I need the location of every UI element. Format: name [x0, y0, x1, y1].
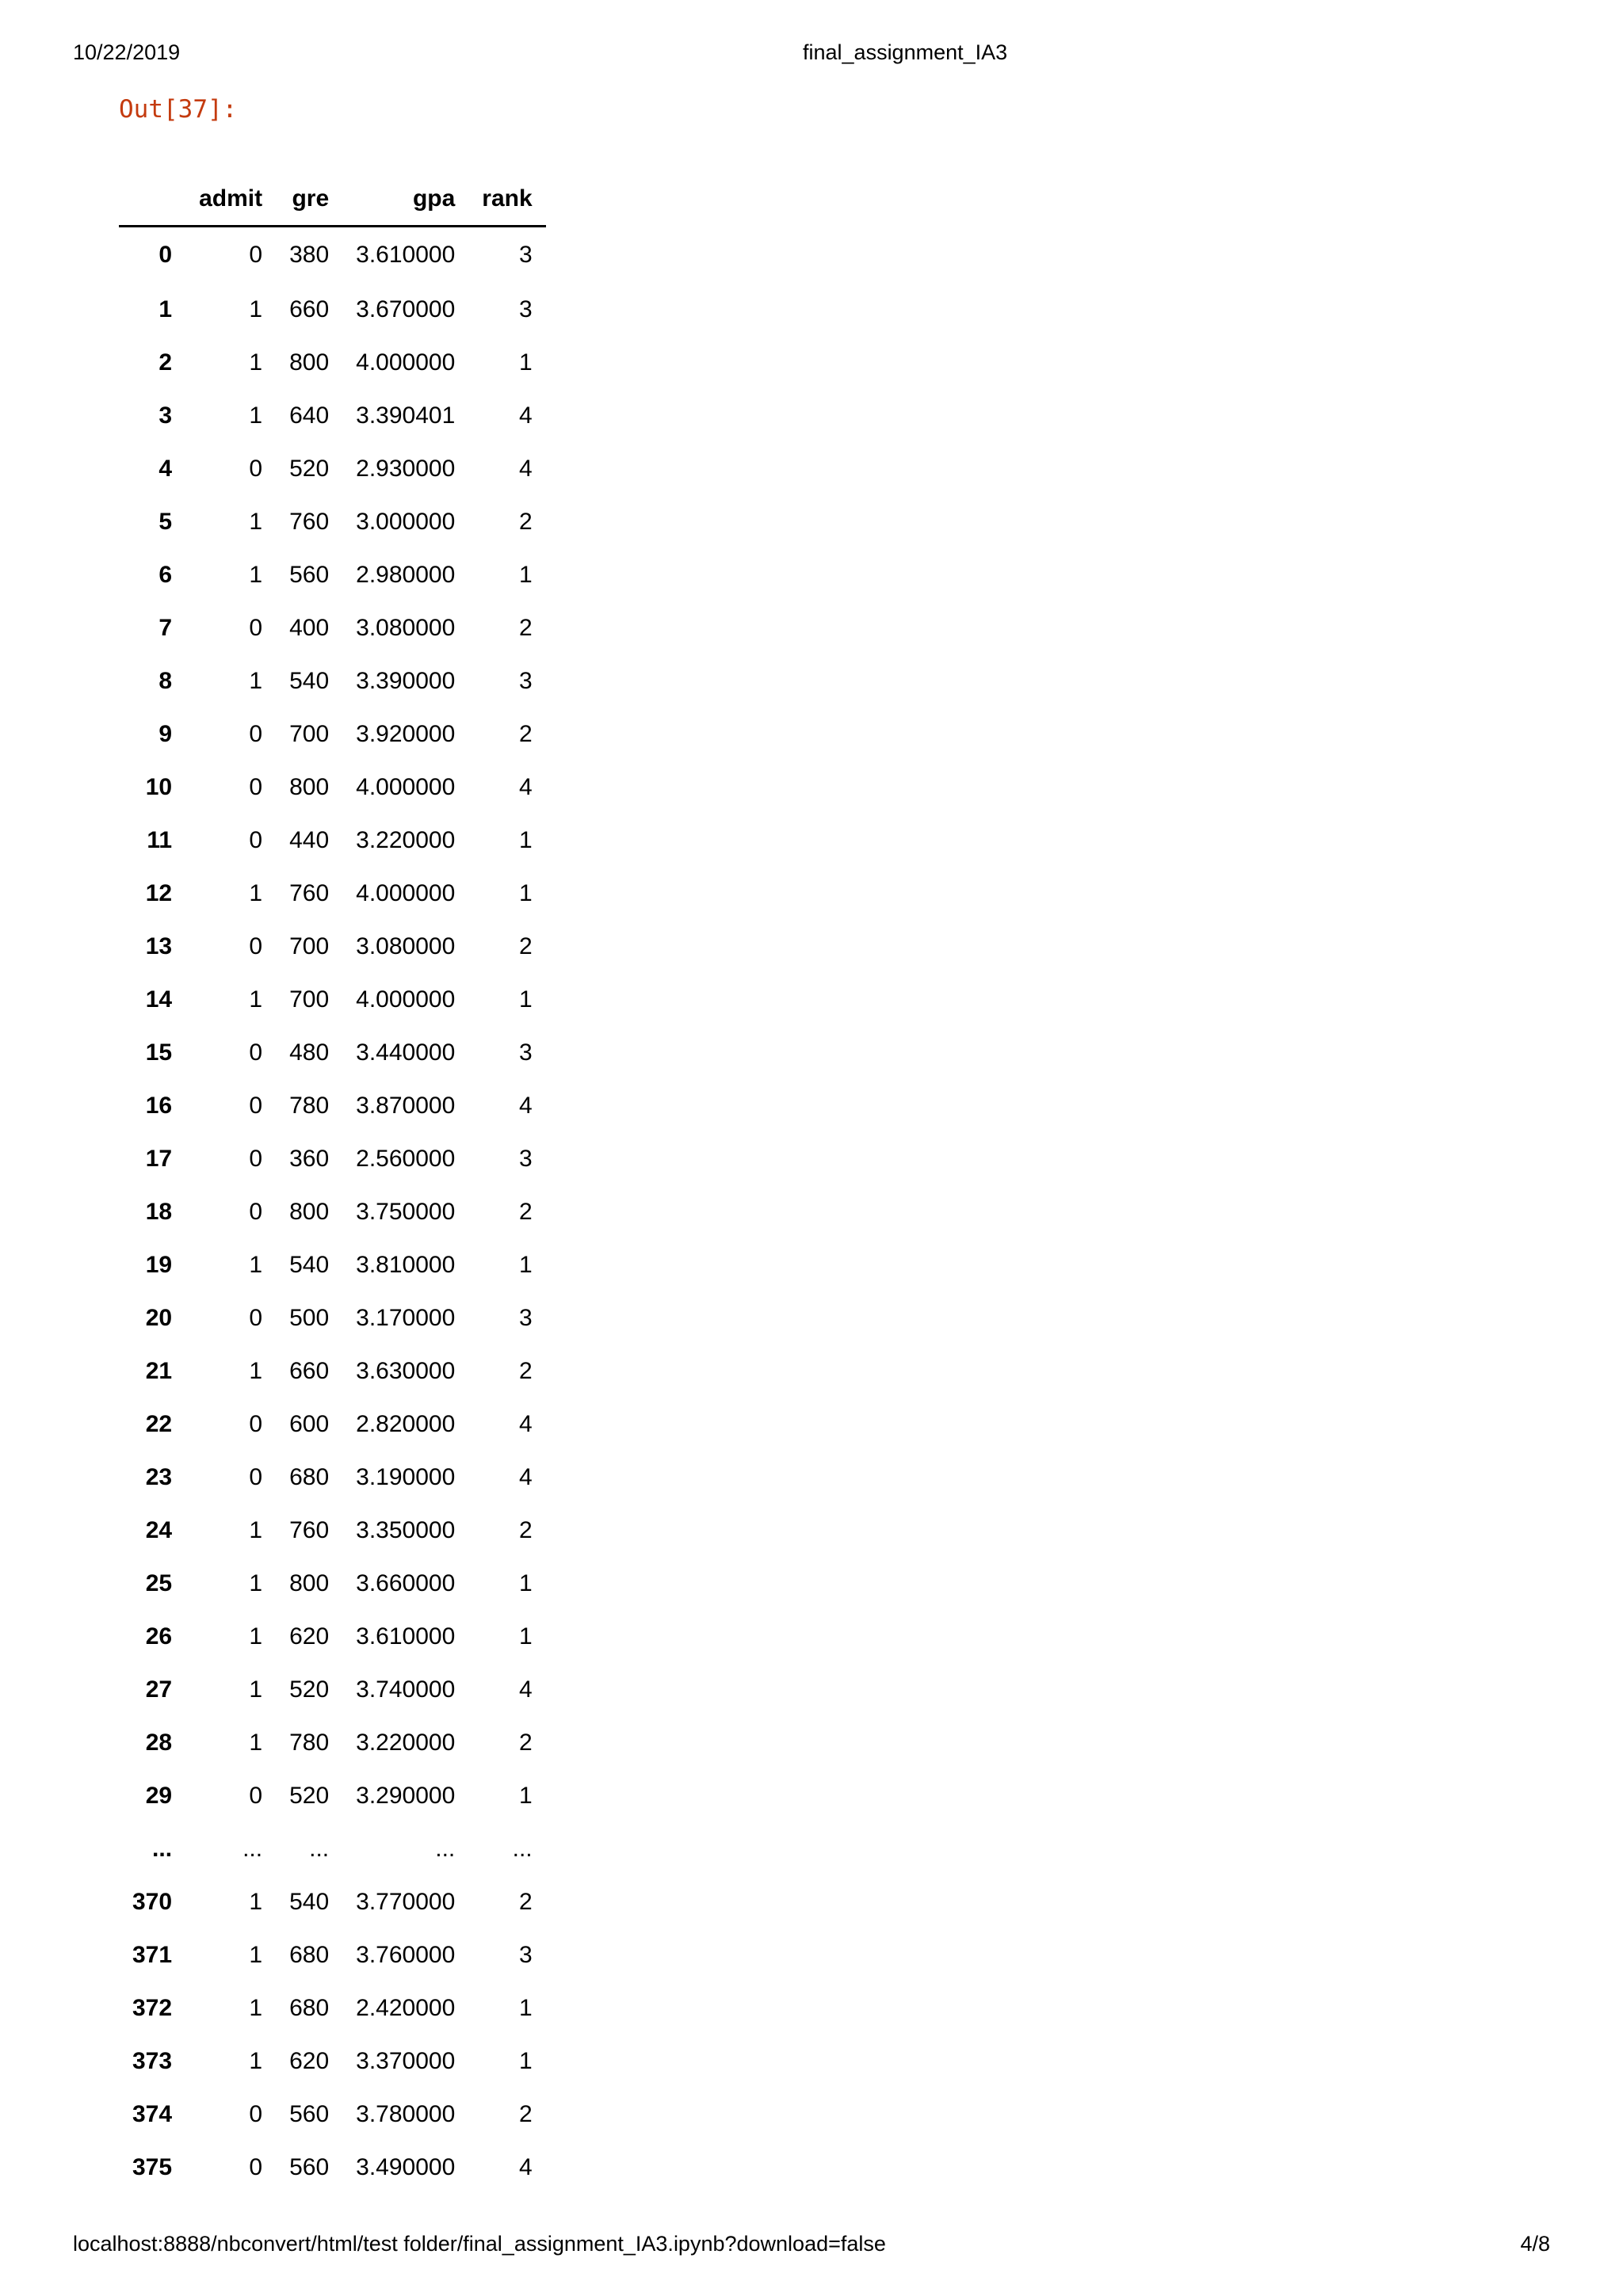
table-row	[119, 1238, 546, 1291]
column-header-gpa: gpa	[342, 173, 468, 227]
table-row	[119, 1557, 546, 1610]
table-row	[119, 1079, 546, 1132]
table-cell: 1	[518, 562, 533, 588]
table-cell: 0	[249, 1411, 263, 1437]
table-cell: 3.220000	[356, 1730, 456, 1756]
table-cell: 4	[518, 1411, 533, 1437]
row-index: 373	[132, 2048, 173, 2074]
table-cell: ...	[242, 1836, 263, 1862]
table-cell: 680	[289, 1995, 330, 2021]
table-cell: 3.390401	[356, 402, 456, 429]
table-cell: 2	[518, 1358, 533, 1384]
table-row	[119, 1291, 546, 1344]
table-cell: 480	[289, 1039, 330, 1066]
table-cell: 1	[249, 1358, 263, 1384]
table-cell: 1	[249, 402, 263, 429]
row-index: 3	[158, 402, 173, 429]
table-cell: 780	[289, 1093, 330, 1119]
table-row	[119, 1610, 546, 1663]
table-cell: 3.670000	[356, 296, 456, 322]
table-row	[119, 1769, 546, 1822]
table-cell: 640	[289, 402, 330, 429]
table-cell: 3.000000	[356, 509, 456, 535]
table-cell: 700	[289, 721, 330, 747]
table-cell: 4	[518, 402, 533, 429]
table-cell: 800	[289, 1570, 330, 1596]
row-index: 2	[158, 349, 173, 376]
table-cell: 760	[289, 880, 330, 906]
table-row	[119, 1875, 546, 1928]
row-index: 23	[145, 1464, 173, 1490]
table-cell: 2	[518, 1517, 533, 1543]
row-index: 25	[145, 1570, 173, 1596]
table-cell: 380	[289, 242, 330, 268]
row-index: 6	[158, 562, 173, 588]
page-url: localhost:8888/nbconvert/html/test folder/final_assignment_IA3.ipynb?download=false	[73, 2232, 886, 2256]
table-cell: 3.760000	[356, 1942, 456, 1968]
table-cell: 3.610000	[356, 242, 456, 268]
table-row	[119, 336, 546, 389]
table-cell: 1	[249, 1942, 263, 1968]
table-cell: 1	[518, 1623, 533, 1650]
table-row	[119, 1026, 546, 1079]
table-row	[119, 1132, 546, 1185]
table-cell: 4.000000	[356, 986, 456, 1013]
row-index: 12	[145, 880, 173, 906]
table-row	[119, 761, 546, 814]
table-cell: 4	[518, 2154, 533, 2180]
table-cell: 800	[289, 774, 330, 800]
row-index: 374	[132, 2101, 173, 2127]
table-cell: 3.190000	[356, 1464, 456, 1490]
table-cell: 4	[518, 456, 533, 482]
table-cell: 600	[289, 1411, 330, 1437]
table-row	[119, 867, 546, 920]
table-cell: 1	[518, 880, 533, 906]
table-cell: 1	[249, 1676, 263, 1703]
table-cell: 1	[249, 296, 263, 322]
table-cell: 3.810000	[356, 1252, 456, 1278]
table-cell: 4.000000	[356, 880, 456, 906]
table-cell: 0	[249, 1146, 263, 1172]
table-row	[119, 283, 546, 336]
table-cell: 700	[289, 986, 330, 1013]
table-cell: 540	[289, 1252, 330, 1278]
table-cell: 2	[518, 721, 533, 747]
table-cell: 400	[289, 615, 330, 641]
table-cell: 800	[289, 349, 330, 376]
table-cell: 3.370000	[356, 2048, 456, 2074]
table-cell: 3	[518, 1305, 533, 1331]
table-cell: 2	[518, 1199, 533, 1225]
row-index: 370	[132, 1889, 173, 1915]
row-index: 1	[158, 296, 173, 322]
row-index: 8	[158, 668, 173, 694]
table-row	[119, 654, 546, 707]
row-index: 16	[145, 1093, 173, 1119]
row-index: 29	[145, 1783, 173, 1809]
column-header-rank: rank	[468, 173, 545, 227]
table-row	[119, 2141, 546, 2194]
table-cell: 1	[518, 827, 533, 853]
table-cell: 3.750000	[356, 1199, 456, 1225]
row-index: 7	[158, 615, 173, 641]
table-cell: 3.490000	[356, 2154, 456, 2180]
table-row	[119, 495, 546, 548]
row-index: 13	[145, 933, 173, 959]
table-cell: 0	[249, 933, 263, 959]
table-cell: 780	[289, 1730, 330, 1756]
row-index: 26	[145, 1623, 173, 1650]
table-cell: 1	[249, 1517, 263, 1543]
table-cell: 4	[518, 1676, 533, 1703]
table-cell: 1	[249, 668, 263, 694]
row-index: 9	[158, 721, 173, 747]
table-cell: 0	[249, 1464, 263, 1490]
table-cell: 4.000000	[356, 774, 456, 800]
column-header-admit: admit	[185, 173, 276, 227]
table-cell: 3.170000	[356, 1305, 456, 1331]
table-cell: 3	[518, 1146, 533, 1172]
table-row	[119, 920, 546, 973]
table-cell: 3	[518, 242, 533, 268]
table-cell: 540	[289, 668, 330, 694]
table-row	[119, 973, 546, 1026]
table-cell: 520	[289, 1783, 330, 1809]
table-cell: 2.560000	[356, 1146, 456, 1172]
table-cell: 660	[289, 1358, 330, 1384]
table-cell: 3.740000	[356, 1676, 456, 1703]
table-row	[119, 1185, 546, 1238]
table-cell: 500	[289, 1305, 330, 1331]
table-cell: 1	[249, 2048, 263, 2074]
table-cell: 2	[518, 1730, 533, 1756]
table-cell: 1	[249, 1730, 263, 1756]
table-cell: 3.080000	[356, 933, 456, 959]
table-row	[119, 1504, 546, 1557]
row-index: 371	[132, 1942, 173, 1968]
table-row	[119, 1398, 546, 1451]
table-row	[119, 814, 546, 867]
table-cell: 1	[249, 1570, 263, 1596]
table-cell: 1	[249, 509, 263, 535]
column-header-gre: gre	[276, 173, 342, 227]
row-index: 375	[132, 2154, 173, 2180]
table-cell: 1	[518, 1252, 533, 1278]
table-cell: 2	[518, 615, 533, 641]
table-row	[119, 1451, 546, 1504]
table-cell: 1	[518, 349, 533, 376]
row-index: 24	[145, 1517, 173, 1543]
table-row	[119, 1716, 546, 1769]
table-row	[119, 601, 546, 654]
table-cell: 660	[289, 296, 330, 322]
row-index: 15	[145, 1039, 173, 1066]
table-cell: 1	[249, 1252, 263, 1278]
row-index: 0	[158, 242, 173, 268]
table-cell: 2	[518, 933, 533, 959]
table-row	[119, 2088, 546, 2141]
table-cell: 800	[289, 1199, 330, 1225]
table-cell: 440	[289, 827, 330, 853]
table-cell: 0	[249, 721, 263, 747]
table-cell: 3.630000	[356, 1358, 456, 1384]
table-cell: 1	[249, 880, 263, 906]
table-cell: 1	[249, 1623, 263, 1650]
table-cell: 4	[518, 774, 533, 800]
table-cell: 3.390000	[356, 668, 456, 694]
table-cell: 1	[518, 1570, 533, 1596]
table-cell: ...	[309, 1836, 330, 1862]
table-cell: 2	[518, 509, 533, 535]
row-index: 17	[145, 1146, 173, 1172]
table-cell: 3.440000	[356, 1039, 456, 1066]
table-cell: 4	[518, 1464, 533, 1490]
table-cell: 3.610000	[356, 1623, 456, 1650]
table-cell: 0	[249, 1199, 263, 1225]
table-cell: 2	[518, 2101, 533, 2127]
table-cell: 2.420000	[356, 1995, 456, 2021]
print-date: 10/22/2019	[73, 40, 181, 64]
table-row	[119, 1822, 546, 1875]
table-cell: 3.770000	[356, 1889, 456, 1915]
table-cell: 0	[249, 2101, 263, 2127]
table-cell: 1	[249, 1995, 263, 2021]
table-cell: 1	[249, 349, 263, 376]
table-cell: 0	[249, 1305, 263, 1331]
page-number: 4/8	[1520, 2232, 1550, 2256]
table-cell: 0	[249, 2154, 263, 2180]
row-index: 19	[145, 1252, 173, 1278]
table-cell: 3.220000	[356, 827, 456, 853]
table-cell: 620	[289, 1623, 330, 1650]
table-cell: 3	[518, 1039, 533, 1066]
table-cell: 1	[518, 1995, 533, 2021]
row-index: 11	[147, 827, 173, 853]
table-row	[119, 2035, 546, 2088]
table-cell: 760	[289, 1517, 330, 1543]
table-row	[119, 707, 546, 761]
table-cell: 3.290000	[356, 1783, 456, 1809]
table-cell: 3.780000	[356, 2101, 456, 2127]
table-cell: 0	[249, 1039, 263, 1066]
table-cell: 0	[249, 615, 263, 641]
page-title: final_assignment_IA3	[803, 40, 1008, 64]
table-cell: ...	[512, 1836, 533, 1862]
table-row	[119, 442, 546, 495]
table-cell: 520	[289, 1676, 330, 1703]
table-cell: 3.920000	[356, 721, 456, 747]
table-cell: 620	[289, 2048, 330, 2074]
table-cell: 560	[289, 562, 330, 588]
table-cell: 2.820000	[356, 1411, 456, 1437]
table-cell: 560	[289, 2154, 330, 2180]
table-cell: 2	[518, 1889, 533, 1915]
table-cell: 1	[249, 562, 263, 588]
row-index: 27	[145, 1676, 173, 1703]
row-index: 10	[145, 774, 173, 800]
table-cell: 1	[249, 986, 263, 1013]
row-index: 14	[145, 986, 173, 1013]
table-row	[119, 1663, 546, 1716]
row-index: 5	[158, 509, 173, 535]
table-cell: 700	[289, 933, 330, 959]
table-cell: 4	[518, 1093, 533, 1119]
table-cell: 3	[518, 668, 533, 694]
table-cell: 3.660000	[356, 1570, 456, 1596]
table-cell: 1	[518, 986, 533, 1013]
table-row	[119, 1928, 546, 1981]
table-cell: 1	[518, 2048, 533, 2074]
table-cell: 0	[249, 242, 263, 268]
index-header	[119, 173, 185, 227]
table-cell: 3.350000	[356, 1517, 456, 1543]
row-index: 21	[145, 1358, 173, 1384]
table-row	[119, 1344, 546, 1398]
table-cell: 360	[289, 1146, 330, 1172]
table-cell: 540	[289, 1889, 330, 1915]
table-cell: 1	[249, 1889, 263, 1915]
row-index: ...	[152, 1836, 173, 1862]
row-index: 28	[145, 1730, 173, 1756]
table-cell: 2.980000	[356, 562, 456, 588]
table-cell: 760	[289, 509, 330, 535]
dataframe-table	[119, 173, 546, 2194]
table-row	[119, 389, 546, 442]
row-index: 22	[145, 1411, 173, 1437]
table-cell: 0	[249, 456, 263, 482]
table-cell: 560	[289, 2101, 330, 2127]
output-prompt: Out[37]:	[119, 95, 238, 124]
table-row	[119, 548, 546, 601]
table-row	[119, 1981, 546, 2035]
row-index: 18	[145, 1199, 173, 1225]
table-cell: 520	[289, 456, 330, 482]
row-index: 372	[132, 1995, 173, 2021]
table-cell: 0	[249, 774, 263, 800]
table-cell: 1	[518, 1783, 533, 1809]
table-cell: 680	[289, 1942, 330, 1968]
table-cell: 4.000000	[356, 349, 456, 376]
row-index: 20	[145, 1305, 173, 1331]
table-cell: 3.870000	[356, 1093, 456, 1119]
table-cell: 0	[249, 827, 263, 853]
table-row	[119, 227, 546, 284]
table-cell: 680	[289, 1464, 330, 1490]
table-cell: 3.080000	[356, 615, 456, 641]
table-cell: 0	[249, 1093, 263, 1119]
table-cell: ...	[435, 1836, 456, 1862]
table-header-row	[119, 173, 546, 227]
table-cell: 2.930000	[356, 456, 456, 482]
table-cell: 3	[518, 1942, 533, 1968]
table-cell: 3	[518, 296, 533, 322]
table-body	[119, 227, 546, 2195]
table-cell: 0	[249, 1783, 263, 1809]
row-index: 4	[158, 456, 173, 482]
